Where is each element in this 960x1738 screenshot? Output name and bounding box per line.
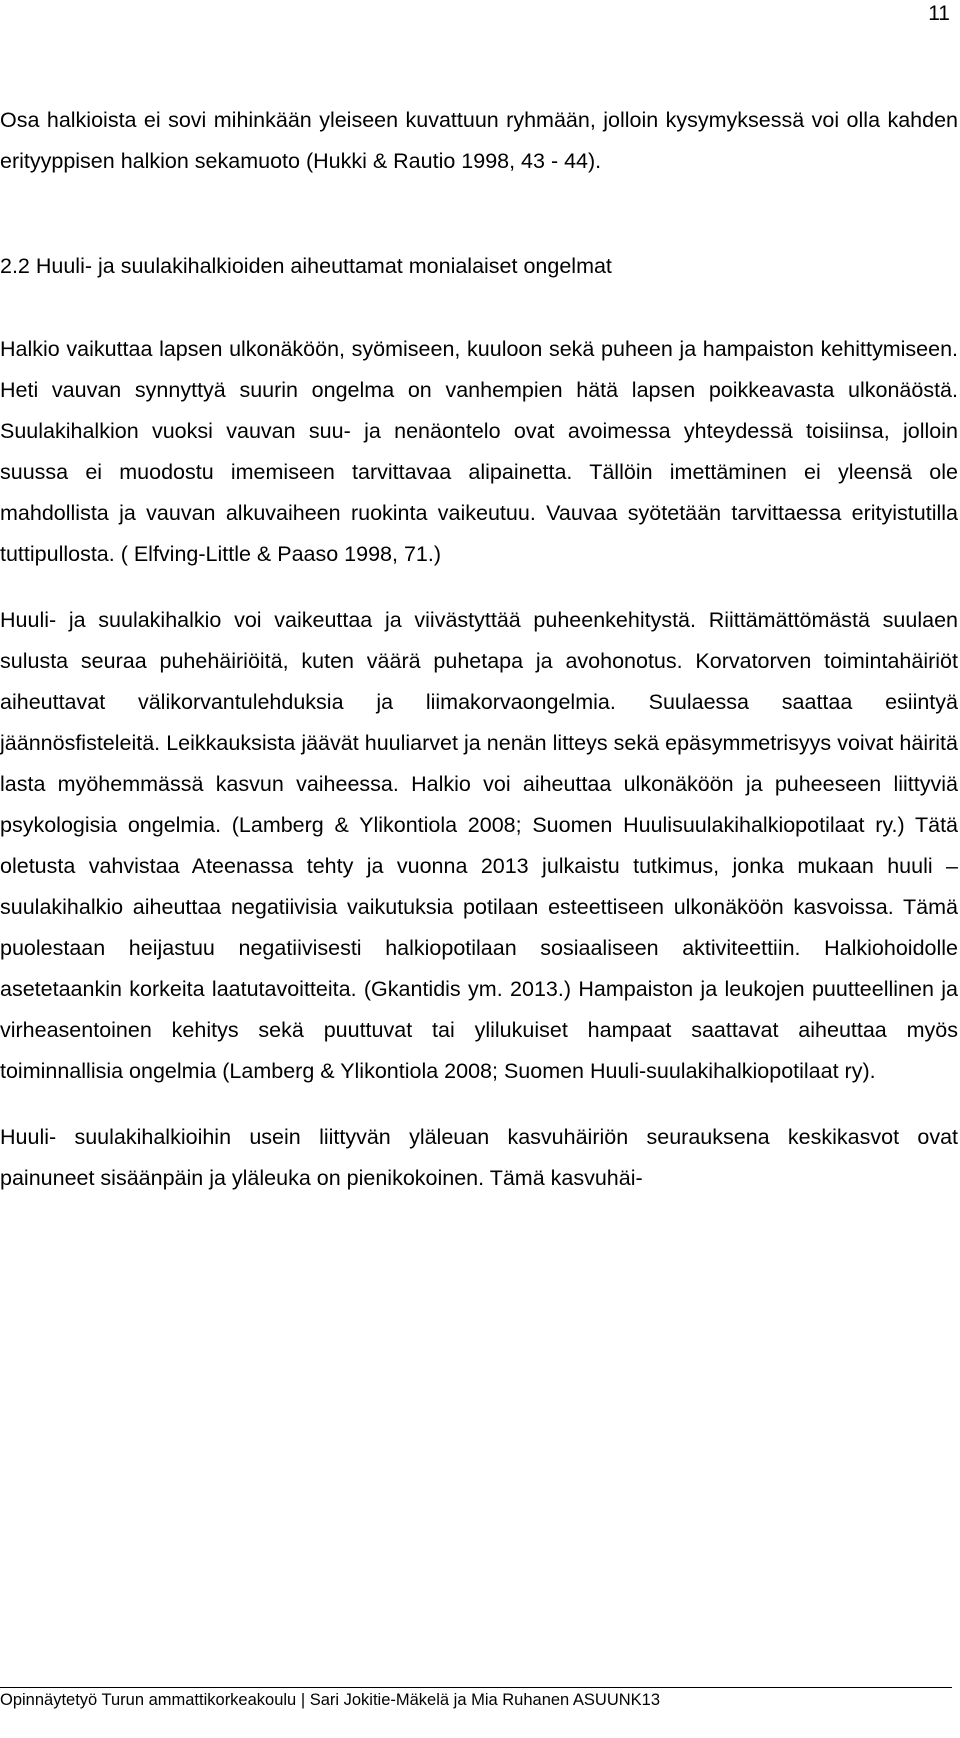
paragraph-growth-disorder: Huuli- suulakihalkioihin usein liittyvän yläleuan kasvuhäiriön seurauksena keskikasvot ovat painuneet sisäänpäin ja yläleuka on pienikokoinen. Tämä kasvuhäi- <box>0 1125 958 1190</box>
page-number: 11 <box>928 2 950 25</box>
document-body <box>0 100 958 1224</box>
page-footer: Opinnäytetyö Turun ammattikorkeakoulu | Sari Jokitie-Mäkelä ja Mia Ruhanen ASUUNK13 <box>0 1691 661 1709</box>
paragraph-speech-development: Huuli- ja suulakihalkio voi vaikeuttaa ja viivästyttää puheenkehitystä. Riittämättömästä suulaen sulusta seuraa puhehäiriöitä, kuten väärä puhetapa ja avohonotus. Korvatorven toimintahäiriöt aiheuttavat välikorvantulehduksia ja liimakorvaongelmia. Suulaessa saattaa esiintyä jäännösfisteleitä. Leikkauksista jäävät huuliarvet ja nenän litteys sekä epäsymmetrisyys voivat häiritä lasta myöhemmässä kasvun vaiheessa. Halkio voi aiheuttaa ulkonäköön ja puheeseen liittyviä psykologisia ongelmia. (Lamberg & Ylikontiola 2008; Suomen Huulisuulakihalkiopotilaat ry.) Tätä oletusta vahvistaa Ateenassa tehty ja vuonna 2013 julkaistu tutkimus, jonka mukaan huuli – suulakihalkio aiheuttaa negatiivisia vaikutuksia potilaan esteettiseen ulkonäköön kasvoissa. Tämä puolestaan heijastuu negatiivisesti halkiopotilaan sosiaaliseen aktiviteettiin. Halkiohoidolle asetetaankin korkeita laatutavoitteita. (Gkantidis ym. 2013.) Hampaiston ja leukojen puutteellinen ja virheasentoinen kehitys sekä puuttuvat tai ylilukuiset hampaat saattavat aiheuttaa myös toiminnallisia ongelmia (Lamberg & Ylikontiola 2008; Suomen Huuli-suulakihalkiopotilaat ry). <box>0 608 958 1083</box>
intro-paragraph: Osa halkioista ei sovi mihinkään yleiseen kuvattuun ryhmään, jolloin kysymyksessä voi olla kahden erityyppisen halkion sekamuoto (Hukki & Rautio 1998, 43 - 44). <box>0 108 958 173</box>
paragraph-appearance-feeding: Halkio vaikuttaa lapsen ulkonäköön, syömiseen, kuuloon sekä puheen ja hampaiston kehittymiseen. Heti vauvan synnyttyä suurin ongelma on vanhempien hätä lapsen poikkeavasta ulkonäöstä. Suulakihalkion vuoksi vauvan suu- ja nenäontelo ovat avoimessa yhteydessä toisiinsa, jolloin suussa ei muodostu imemiseen tarvittavaa alipainetta. Tällöin imettäminen ei yleensä ole mahdollista ja vauvan alkuvaiheen ruokinta vaikeutuu. Vauvaa syötetään tarvittaessa erityistutilla tuttipullosta. ( Elfving-Little & Paaso 1998, 71.) <box>0 337 958 566</box>
section-heading: 2.2 Huuli- ja suulakihalkioiden aiheuttamat monialaiset ongelmat <box>0 254 612 278</box>
